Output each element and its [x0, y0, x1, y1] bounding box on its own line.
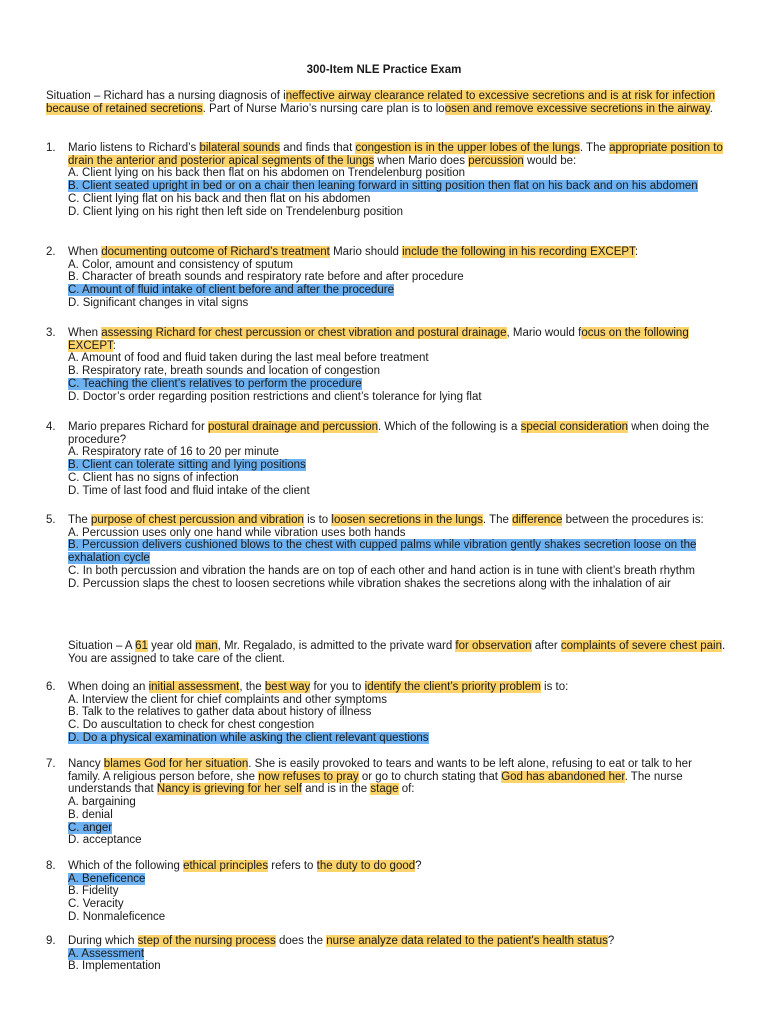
option-text: C. Veracity	[68, 898, 124, 911]
option-text: B. Fidelity	[68, 885, 119, 898]
question-5	[46, 514, 726, 590]
question-8	[46, 860, 726, 924]
stem-text: . She is easily provoked to tears and wants to be left alone, refusing to eat or talk to her family. A religious person before, she	[68, 758, 692, 783]
question-7	[46, 758, 726, 847]
answer-option	[68, 206, 726, 219]
option-text: A. Color, amount and consistency of sputum	[68, 258, 294, 271]
stem-text: is to	[303, 514, 332, 526]
highlighted-text: postural drainage and percussion	[207, 421, 379, 433]
question-number: 4.	[46, 421, 56, 433]
question-body	[68, 246, 726, 310]
stem-text: or go to church stating that	[358, 770, 502, 783]
stem-text: for you to	[310, 681, 365, 693]
stem-text: . The	[579, 142, 610, 154]
correct-answer-text: A. Assessment	[68, 947, 145, 960]
situation-text: year old	[147, 640, 196, 652]
option-text: C. In both percussion and vibration the hands are on top of each other and hand action is in tune with client’s breath rhythm	[68, 564, 695, 577]
answer-option	[68, 284, 726, 297]
highlighted-text: step of the nursing process	[137, 935, 276, 947]
stem-text: and is in the	[301, 783, 371, 796]
question-2	[46, 246, 726, 310]
question-3	[46, 327, 726, 403]
document-title: 300-Item NLE Practice Exam	[306, 64, 462, 76]
option-text: D. Time of last food and fluid intake of the client	[68, 484, 310, 497]
answer-option	[68, 732, 726, 745]
question-body	[68, 142, 726, 218]
situation-text: , Mr. Regalado, is admitted to the private ward	[217, 640, 456, 652]
question-body	[68, 758, 726, 847]
answer-option	[68, 873, 726, 886]
answer-option	[68, 706, 726, 719]
question-number: 1.	[46, 142, 56, 154]
highlighted-text: the duty to do good	[316, 860, 416, 872]
answer-option	[68, 885, 726, 898]
question-body	[68, 421, 726, 497]
stem-text: between the procedures is:	[562, 514, 704, 526]
option-text: B. Talk to the relatives to gather data about history of illness	[68, 706, 372, 719]
stem-text: Which of the following	[68, 860, 184, 872]
stem-text: , Mario would f	[506, 327, 582, 339]
option-text: A. Interview the client for chief complaints and other symptoms	[68, 693, 387, 706]
answer-option	[68, 719, 726, 732]
stem-text: Mario listens to Richard’s	[68, 142, 200, 154]
answer-option	[68, 297, 726, 310]
answer-option	[68, 193, 726, 206]
highlighted-text: congestion is in the upper lobes of the lungs	[355, 142, 580, 154]
question-number: 2.	[46, 246, 56, 258]
option-text: A. bargaining	[68, 796, 136, 809]
answer-option	[68, 472, 726, 485]
answer-option	[68, 180, 726, 193]
stem-text: Mario should	[329, 246, 403, 258]
option-text: B. denial	[68, 808, 113, 821]
option-text: A. Respiratory rate of 16 to 20 per minute	[68, 446, 279, 459]
stem-text: and finds that	[280, 142, 356, 154]
situation-text: . Part of Nurse Mario’s nursing care plan is to lo	[202, 102, 445, 115]
question-stem	[68, 681, 726, 694]
highlighted-text: appropriate position to drain the anterior and posterior apical segments of the lungs	[68, 142, 723, 167]
highlighted-text: documenting outcome of Richard’s treatment	[101, 246, 330, 258]
highlighted-text: ocus on the following EXCEPT	[68, 327, 689, 352]
question-number: 8.	[46, 860, 56, 872]
stem-text: would be:	[523, 154, 577, 167]
stem-text: , the	[239, 681, 265, 693]
answer-option	[68, 898, 726, 911]
option-text: C. Do auscultation to check for chest congestion	[68, 719, 315, 732]
highlighted-text: identify the client’s priority problem	[364, 681, 541, 693]
option-text: A. Amount of food and fluid taken during the last meal before treatment	[68, 352, 429, 365]
highlighted-text: man	[195, 640, 218, 652]
answer-option	[68, 378, 726, 391]
answer-option	[68, 365, 726, 378]
question-number: 6.	[46, 681, 56, 693]
option-text: D. Doctor’s order regarding position restrictions and client’s tolerance for lying flat	[68, 390, 482, 403]
option-text: D. Percussion slaps the chest to loosen secretions while vibration shakes the secretions along with the inhalation of air	[68, 577, 671, 590]
stem-text: During which	[68, 935, 138, 947]
correct-answer-text: D. Do a physical examination while asking the client relevant questions	[68, 731, 429, 744]
answer-option	[68, 796, 726, 809]
stem-text: is to:	[540, 681, 569, 693]
answer-option	[68, 352, 726, 365]
question-number: 5.	[46, 514, 56, 526]
correct-answer-text: A. Beneficence	[68, 872, 146, 885]
answer-option	[68, 527, 726, 540]
highlighted-text: special consideration	[520, 421, 628, 433]
question-stem	[68, 935, 726, 948]
question-body	[68, 514, 726, 590]
stem-text: refers to	[268, 860, 317, 872]
highlighted-text: Nancy is grieving for her self	[156, 783, 302, 796]
highlighted-text: complaints of severe chest pain	[560, 640, 722, 652]
answer-option	[68, 809, 726, 822]
answer-option	[68, 167, 726, 180]
stem-text: Mario prepares Richard for	[68, 421, 208, 433]
answer-option	[68, 565, 726, 578]
highlighted-text: 61	[135, 640, 148, 652]
question-stem	[68, 327, 726, 352]
stem-text: does the	[275, 935, 327, 947]
situation-paragraph-2	[68, 640, 726, 665]
option-text: C. Client lying flat on his back and then flat on his abdomen	[68, 192, 371, 205]
stem-text: ?	[415, 860, 422, 872]
correct-answer-text: C. Amount of fluid intake of client before and after the procedure	[68, 284, 395, 297]
correct-answer-text: B. Percussion delivers cushioned blows to the chest with cupped palms while vibration gently shakes secretion loose on the exhalation cycle	[68, 539, 697, 565]
highlighted-text: God has abandoned her	[501, 770, 625, 783]
stem-text: . Which of the following is a	[378, 421, 521, 433]
highlighted-text: difference	[512, 514, 563, 526]
answer-option	[68, 459, 726, 472]
highlighted-text: blames God for her situation	[103, 758, 249, 770]
stem-text: :	[112, 339, 116, 352]
option-text: B. Respiratory rate, breath sounds and location of congestion	[68, 365, 380, 378]
stem-text: of:	[398, 783, 415, 796]
situation-text: after	[531, 640, 561, 652]
stem-text: . The nurse understands that	[68, 770, 683, 796]
question-stem	[68, 514, 726, 527]
highlighted-text: for observation	[455, 640, 532, 652]
option-text: D. Significant changes in vital signs	[68, 296, 249, 309]
situation-paragraph-1	[46, 90, 726, 115]
answer-option	[68, 822, 726, 835]
question-stem	[68, 421, 726, 446]
situation-text: Situation – A	[68, 640, 136, 652]
stem-text: . The	[482, 514, 513, 526]
answer-option	[68, 446, 726, 459]
option-text: D. Client lying on his right then left side on Trendelenburg position	[68, 205, 403, 218]
correct-answer-text: B. Client can tolerate sitting and lying positions	[68, 459, 306, 472]
option-text: D. acceptance	[68, 834, 142, 847]
situation-text: .	[709, 102, 713, 115]
stem-text: When	[68, 246, 102, 258]
highlighted-text: best way	[264, 681, 311, 693]
question-stem	[68, 860, 726, 873]
question-1	[46, 142, 726, 218]
highlighted-text: percussion	[468, 154, 524, 167]
stem-text: when doing the procedure?	[68, 421, 710, 446]
option-text: A. Client lying on his back then flat on his abdomen on Trendelenburg position	[68, 167, 466, 180]
question-4	[46, 421, 726, 497]
question-body	[68, 327, 726, 403]
question-stem	[68, 142, 726, 167]
answer-option	[68, 694, 726, 707]
question-9	[46, 935, 726, 973]
stem-text: when Mario does	[374, 154, 469, 167]
highlighted-text: purpose of chest percussion and vibration	[91, 514, 304, 526]
question-number: 9.	[46, 935, 56, 947]
stem-text: Nancy	[68, 758, 104, 770]
answer-option	[68, 834, 726, 847]
correct-answer-text: C. Teaching the client’s relatives to perform the procedure	[68, 377, 362, 390]
situation-text: Situation – Richard has a nursing diagnosis of i	[46, 90, 286, 102]
answer-option	[68, 911, 726, 924]
question-stem	[68, 758, 726, 796]
question-stem	[68, 246, 726, 259]
stem-text: The	[68, 514, 92, 526]
option-text: B. Implementation	[68, 960, 161, 973]
question-6	[46, 681, 726, 745]
highlighted-text: bilateral sounds	[199, 142, 281, 154]
question-body	[68, 681, 726, 745]
answer-option	[68, 578, 726, 591]
highlighted-text: ethical principles	[183, 860, 269, 872]
highlighted-text: assessing Richard for chest percussion or chest vibration and postural drainage	[101, 327, 507, 339]
correct-answer-text: C. anger	[68, 821, 113, 834]
highlighted-text: include the following in his recording EXCEPT	[402, 246, 635, 258]
correct-answer-text: B. Client seated upright in bed or on a chair then leaning forward in sitting position then flat on his back and on his abdomen	[68, 180, 698, 193]
option-text: C. Client has no signs of infection	[68, 471, 239, 484]
question-number: 7.	[46, 758, 56, 770]
option-text: A. Percussion uses only one hand while vibration uses both hands	[68, 526, 406, 539]
highlighted-text: now refuses to pray	[258, 770, 359, 783]
stem-text: When doing an	[68, 681, 149, 693]
answer-option	[68, 271, 726, 284]
question-body	[68, 935, 726, 973]
stem-text: ?	[607, 935, 615, 947]
highlighted-text: loosen secretions in the lungs	[331, 514, 483, 526]
answer-option	[68, 259, 726, 272]
stem-text: :	[634, 246, 639, 258]
stem-text: When	[68, 327, 102, 339]
answer-option	[68, 948, 726, 961]
highlighted-text: osen and remove excessive secretions in the airway	[444, 102, 710, 115]
question-number: 3.	[46, 327, 56, 339]
option-text: B. Character of breath sounds and respiratory rate before and after procedure	[68, 271, 464, 284]
highlighted-text: nurse analyze data related to the patient's health status	[326, 935, 608, 947]
highlighted-text: stage	[370, 783, 399, 796]
answer-option	[68, 485, 726, 498]
answer-option	[68, 539, 726, 564]
answer-option	[68, 960, 726, 973]
question-body	[68, 860, 726, 924]
situation-text: . You are assigned to take care of the client.	[68, 640, 726, 665]
answer-option	[68, 391, 726, 404]
option-text: D. Nonmaleficence	[68, 910, 166, 923]
highlighted-text: initial assessment	[148, 681, 240, 693]
highlighted-text: neffective airway clearance related to excessive secretions and is at risk for infection because of retained secretions	[46, 90, 716, 115]
